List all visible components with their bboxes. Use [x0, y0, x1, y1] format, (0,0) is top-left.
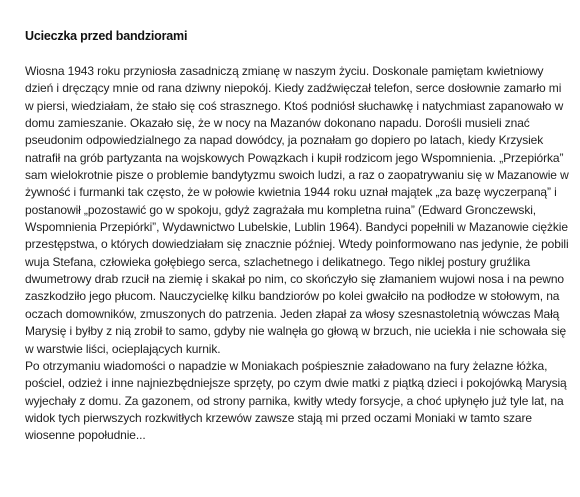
article-paragraph: Po otrzymaniu wiadomości o napadzie w Moniakach pośpiesznie załadowano na fury żelazne łóżka, pościel, odzież i inne najniezbędniejsze sprzęty, po czym dwie matki z piątką dzieci i pokojówką Marysią wyjechały z domu. Za gazonem, od strony parnika, kwitły wtedy forsycje, a choć upłynęło już tyle lat, na widok tych pierwszych rozkwitłych krzewów zawsze stają mi przed oczami Moniaki w tamto szare wiosenne popołudnie...: [25, 358, 567, 443]
article: [25, 28, 573, 445]
article-paragraph: Wiosna 1943 roku przyniosła zasadniczą zmianę w naszym życiu. Doskonale pamiętam kwietniowy dzień i dręczący mnie od rana dziwny niepokój. Kiedy zadźwięczał telefon, serce dosłownie zamarło mi w piersi, wiedziałam, że stało się coś strasznego. Ktoś podniósł słuchawkę i natychmiast zapanowało w domu zamieszanie. Okazało się, że w nocy na Mazanów dokonano napadu. Dorośli musieli znać pseudonim odpowiedzialnego za napad dowódcy, ja poznałam go dopiero po latach, kiedy Krzysiek natrafił na grób partyzanta na wojskowych Powązkach i kupił rodzicom jego Wspomnienia. „Przepiórka” sam wielokrotnie pisze o problemie bandytyzmu swoich ludzi, a raz o zaopatrywaniu się w Mazanowie w żywność i furmanki tak często, że w połowie kwietnia 1944 roku uznał majątek „za bazę wyczerpaną” i postanowił „pozostawić go w spokoju, gdyż zagrażała mu kompletna ruina” (Edward Gronczewski, Wspomnienia Przepiórki”, Wydawnictwo Lubelskie, Lublin 1964). Bandyci popełnili w Mazanowie ciężkie przestępstwa, o których dowiedziałam się znacznie później. Wtedy poinformowano nas jedynie, że pobili wuja Stefana, człowieka gołębiego serca, szlachetnego i delikatnego. Tego niklej postury gruźlika dwumetrowy drab rzucił na ziemię i skakał po nim, co skończyło się złamaniem wujowi nosa i na pewno zaszkodziło jego płucom. Nauczycielkę kilku bandziorów po kolei gwałciło na podłodze w stołowym, na oczach domowników, zmuszonych do patrzenia. Jeden złapał za włosy szesnastoletnią wówczas Małą Marysię i byłby z nią zrobił to samo, gdyby nie walnęła go głową w brzuch, nie uciekła i nie schowała się w warstwie liści, ocieplających kurnik.: [25, 64, 569, 356]
article-title: Ucieczka przed bandziorami: [25, 29, 188, 43]
